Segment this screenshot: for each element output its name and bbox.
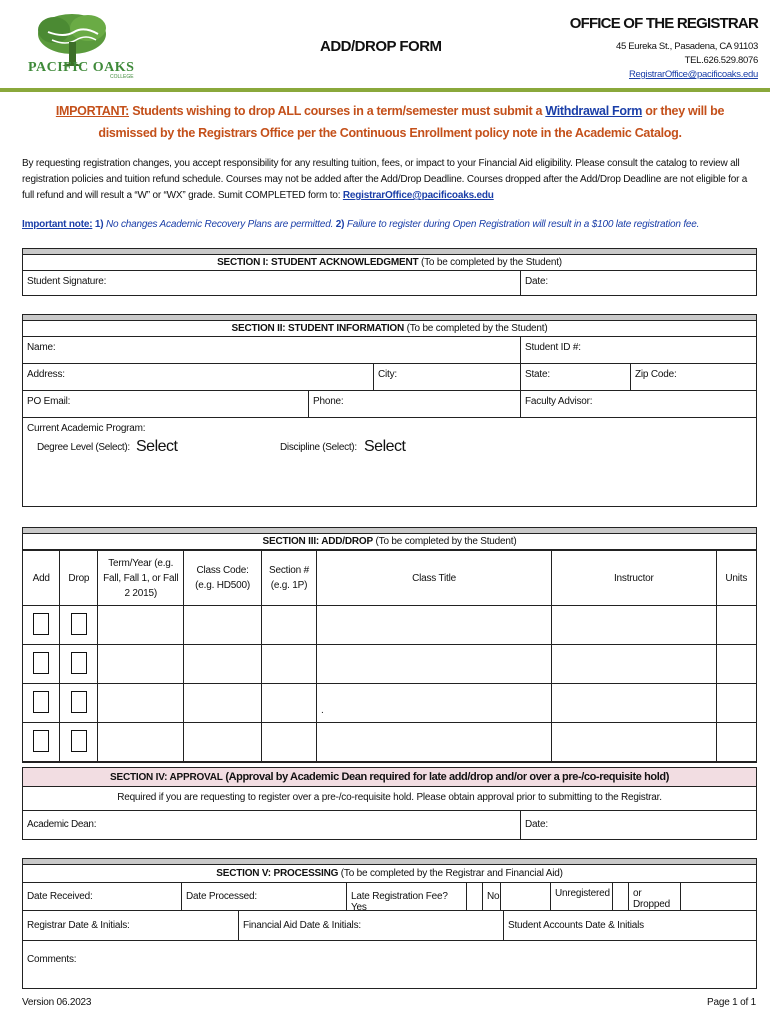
section-3-header: SECTION III: ADD/DROP (To be completed by the Student) bbox=[23, 534, 756, 550]
section-1-header: SECTION I: STUDENT ACKNOWLEDGMENT (To be completed by the Student) bbox=[23, 255, 756, 271]
important-notice bbox=[30, 100, 750, 144]
note-label: Important note: bbox=[22, 219, 93, 230]
instructor-input[interactable] bbox=[552, 606, 716, 645]
unregistered-cell bbox=[550, 883, 612, 910]
stray-dot: . bbox=[320, 705, 324, 716]
class-code-input[interactable] bbox=[184, 645, 262, 684]
late-fee-no-box[interactable] bbox=[500, 883, 550, 910]
degree-level-label: Degree Level (Select): bbox=[37, 442, 130, 453]
note-text-2: Failure to register during Open Registration will result in a $100 late registration fee. bbox=[344, 219, 700, 230]
section-4-approval bbox=[22, 767, 757, 840]
add-checkbox[interactable] bbox=[33, 613, 49, 635]
col-instructor: Instructor bbox=[552, 551, 716, 606]
faculty-advisor-field[interactable] bbox=[520, 391, 756, 417]
comments-label: Comments: bbox=[27, 954, 77, 965]
comments-field[interactable] bbox=[23, 941, 756, 988]
comments-row bbox=[23, 941, 756, 988]
discipline-select[interactable]: Select bbox=[364, 438, 406, 455]
zip-field[interactable] bbox=[630, 364, 756, 390]
signature-date-field[interactable] bbox=[520, 271, 756, 295]
withdrawal-form-link[interactable]: Withdrawal Form bbox=[545, 104, 643, 118]
discipline-label: Discipline (Select): bbox=[280, 442, 357, 453]
student-accounts-initials-field[interactable] bbox=[503, 911, 756, 940]
col-term: Term/Year (e.g. Fall, Fall 1, or Fall 2 2015) bbox=[98, 551, 184, 606]
col-class-title: Class Title bbox=[316, 551, 551, 606]
city-label: City: bbox=[378, 369, 398, 380]
important-text-2: or they will be dismissed by the Registrars Office per the Continuous Enrollment policy note in the Academic Catalog. bbox=[98, 104, 725, 140]
term-input[interactable] bbox=[98, 723, 184, 762]
dean-row bbox=[23, 811, 756, 839]
term-input[interactable] bbox=[98, 684, 184, 723]
section-2-header: SECTION II: STUDENT INFORMATION (To be completed by the Student) bbox=[23, 321, 756, 337]
submit-email-link[interactable]: RegistrarOffice@pacificoaks.edu bbox=[342, 190, 494, 201]
date-processed-field[interactable] bbox=[181, 883, 346, 910]
name-label: Name: bbox=[27, 342, 56, 353]
state-field[interactable] bbox=[520, 364, 630, 390]
instructor-input[interactable] bbox=[552, 645, 716, 684]
units-input[interactable] bbox=[716, 723, 756, 762]
classes-table bbox=[23, 550, 756, 762]
college-name: PACIFIC OAKS bbox=[28, 60, 135, 75]
header-divider bbox=[0, 88, 770, 92]
financial-aid-initials-field[interactable] bbox=[238, 911, 503, 940]
po-email-field[interactable] bbox=[23, 391, 308, 417]
no-label: No bbox=[487, 891, 500, 902]
program-row bbox=[23, 418, 756, 506]
received-label: Date Received: bbox=[27, 891, 93, 902]
instructor-input[interactable] bbox=[552, 723, 716, 762]
class-title-input[interactable] bbox=[316, 723, 551, 762]
term-input[interactable] bbox=[98, 645, 184, 684]
important-text-1: Students wishing to drop ALL courses in a term/semester must submit a bbox=[129, 104, 546, 118]
section-3-add-drop bbox=[22, 527, 757, 763]
name-field[interactable] bbox=[23, 337, 520, 363]
office-email-link[interactable]: RegistrarOffice@pacificoaks.edu bbox=[628, 69, 758, 80]
term-input[interactable] bbox=[98, 606, 184, 645]
add-checkbox[interactable] bbox=[33, 652, 49, 674]
col-add: Add bbox=[23, 551, 60, 606]
registrar-label: Registrar Date & Initials: bbox=[27, 920, 130, 931]
date-received-field[interactable] bbox=[23, 883, 181, 910]
college-sub: COLLEGE bbox=[110, 74, 134, 80]
add-checkbox[interactable] bbox=[33, 730, 49, 752]
note-text-1: No changes Academic Recovery Plans are permitted. bbox=[103, 219, 336, 230]
office-tel: TEL.626.529.8076 bbox=[684, 55, 758, 66]
important-note bbox=[22, 219, 757, 230]
unregistered-label: Unregistered bbox=[555, 888, 610, 899]
section-2-student-info bbox=[22, 314, 757, 507]
date-label: Date: bbox=[525, 276, 548, 287]
degree-level-select[interactable]: Select bbox=[136, 438, 178, 455]
po-email-label: PO Email: bbox=[27, 396, 71, 407]
policy-paragraph bbox=[22, 156, 757, 204]
section-5-processing bbox=[22, 858, 757, 989]
class-title-input[interactable] bbox=[316, 684, 551, 723]
address-label: Address: bbox=[27, 369, 65, 380]
drop-checkbox[interactable] bbox=[71, 613, 87, 635]
table-header-row bbox=[23, 551, 756, 606]
col-drop: Drop bbox=[60, 551, 98, 606]
drop-checkbox[interactable] bbox=[71, 730, 87, 752]
class-code-input[interactable] bbox=[184, 684, 262, 723]
note-number-1: 1) bbox=[92, 219, 104, 230]
col-units: Units bbox=[716, 551, 756, 606]
academic-dean-field[interactable] bbox=[23, 811, 520, 839]
name-row bbox=[23, 337, 756, 364]
units-input[interactable] bbox=[716, 645, 756, 684]
student-accounts-label: Student Accounts Date & Initials bbox=[508, 920, 644, 931]
office-address: 45 Eureka St., Pasadena, CA 91103 bbox=[615, 41, 758, 52]
class-title-input[interactable] bbox=[316, 645, 551, 684]
late-fee-label: Late Registration Fee? Yes bbox=[351, 891, 448, 913]
note-number-2: 2) bbox=[335, 219, 345, 230]
class-code-input[interactable] bbox=[184, 606, 262, 645]
table-row bbox=[23, 684, 756, 723]
late-fee-yes-field bbox=[346, 883, 466, 913]
version-label: Version 06.2023 bbox=[22, 997, 92, 1008]
state-label: State: bbox=[525, 369, 550, 380]
col-class-code: Class Code: (e.g. HD500) bbox=[184, 551, 262, 606]
unregistered-box[interactable] bbox=[612, 883, 628, 910]
section-5-header: SECTION V: PROCESSING (To be completed by the Registrar and Financial Aid) bbox=[23, 865, 756, 883]
approval-required-text: Required if you are requesting to register over a pre-/co-requisite hold. Please obtain approval prior to submitting to the Registrar. bbox=[117, 792, 662, 803]
contact-row bbox=[23, 391, 756, 418]
phone-field[interactable] bbox=[308, 391, 520, 417]
address-row bbox=[23, 364, 756, 391]
processing-row-1 bbox=[23, 883, 756, 911]
form-title: ADD/DROP FORM bbox=[320, 38, 442, 55]
no-label-cell bbox=[482, 883, 500, 910]
table-row bbox=[23, 645, 756, 684]
approval-required-row bbox=[23, 787, 756, 811]
processed-label: Date Processed: bbox=[186, 891, 257, 902]
instructor-input[interactable] bbox=[552, 684, 716, 723]
dean-date-label: Date: bbox=[525, 819, 548, 830]
city-field[interactable] bbox=[373, 364, 520, 390]
important-label: IMPORTANT: bbox=[55, 104, 130, 118]
class-title-input[interactable] bbox=[316, 606, 551, 645]
financial-aid-label: Financial Aid Date & Initials: bbox=[243, 920, 361, 931]
col-section: Section # (e.g. 1P) bbox=[262, 551, 317, 606]
section-4-header: SECTION IV: APPROVAL (Approval by Academic Dean required for late add/drop and/or over a pre-/co-requisite hold) bbox=[23, 768, 756, 787]
table-row bbox=[23, 606, 756, 645]
registrar-office-block bbox=[570, 15, 758, 82]
advisor-label: Faculty Advisor: bbox=[525, 396, 593, 407]
processing-row-2 bbox=[23, 911, 756, 941]
section-input[interactable] bbox=[262, 723, 317, 762]
student-signature-field[interactable] bbox=[23, 271, 520, 295]
address-field[interactable] bbox=[23, 364, 373, 390]
section-input[interactable] bbox=[262, 645, 317, 684]
add-checkbox[interactable] bbox=[33, 691, 49, 713]
drop-checkbox[interactable] bbox=[71, 691, 87, 713]
phone-label: Phone: bbox=[313, 396, 344, 407]
student-id-label: Student ID #: bbox=[525, 342, 581, 353]
office-title: OFFICE OF THE REGISTRAR bbox=[569, 15, 758, 32]
units-input[interactable] bbox=[716, 684, 756, 723]
policy-text: By requesting registration changes, you accept responsibility for any resulting tuition, fees, or impact to your Financial Aid eligibility. Please consult the catalog to review all registration policies and tuition refund schedule. Courses may not be added after the Add/Drop Deadline. Courses dropped after the Add/Drop Deadline are not eligible for a full refund and will result a “W” or “WX” grade. Sumit COMPLETED form to: bbox=[22, 158, 748, 201]
late-fee-yes-box[interactable] bbox=[466, 883, 482, 910]
class-code-input[interactable] bbox=[184, 723, 262, 762]
section-input[interactable] bbox=[262, 684, 317, 723]
signature-label: Student Signature: bbox=[27, 276, 107, 287]
registrar-initials-field[interactable] bbox=[23, 911, 238, 940]
dean-date-field[interactable] bbox=[520, 811, 756, 839]
or-dropped-cell bbox=[628, 883, 681, 910]
section-input[interactable] bbox=[262, 606, 317, 645]
section-1-acknowledgment bbox=[22, 248, 757, 296]
page-number: Page 1 of 1 bbox=[707, 997, 756, 1008]
or-dropped-label: or Dropped bbox=[633, 888, 670, 910]
units-input[interactable] bbox=[716, 606, 756, 645]
college-logo bbox=[24, 8, 142, 84]
signature-row bbox=[23, 271, 756, 295]
table-row bbox=[23, 723, 756, 762]
zip-label: Zip Code: bbox=[635, 369, 677, 380]
student-id-field[interactable] bbox=[520, 337, 756, 363]
dean-label: Academic Dean: bbox=[27, 819, 97, 830]
program-label: Current Academic Program: bbox=[27, 423, 146, 434]
drop-checkbox[interactable] bbox=[71, 652, 87, 674]
